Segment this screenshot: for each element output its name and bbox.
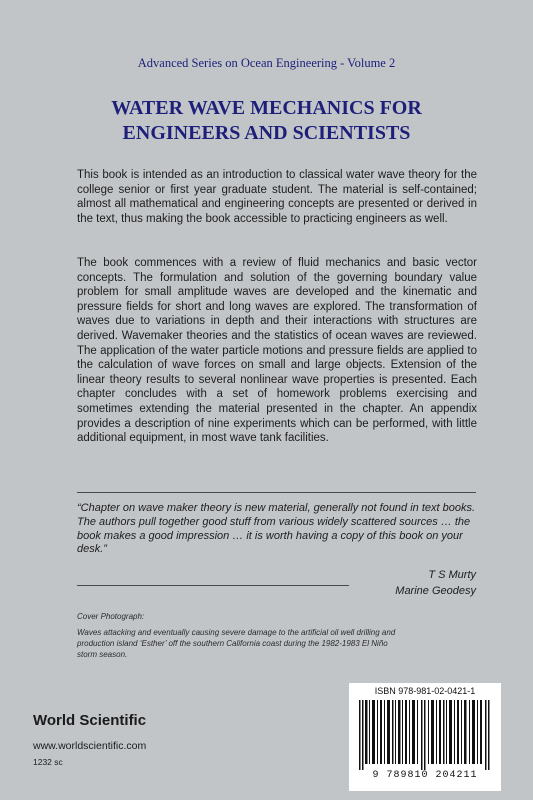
description-paragraph-1: This book is intended as an introduction to classical water wave theory for the college senior or first year graduate student. The material is self-contained; almost all mathematical and engineering concepts are presented or derived in the text, thus making the book accessible to practicing engineers as well. [77, 169, 477, 225]
series-name: Advanced Series on Ocean Engineering - Volume 2 [137, 56, 396, 70]
description-paragraph-2: The book commences with a review of fluid mechanics and basic vector concepts. The formulation and solution of the governing boundary value problem for small amplitude waves are developed and the kinematic and pressure fields for short and long waves are explored. The transformation of waves due to variations in depth and their interactions with structures are derived. Wavemaker theories and the statistics of ocean waves are reviewed. The application of the water particle motions and pressure fields are applied to the calculation of wave forces on small and large objects. Extension of the linear theory results to several nonlinear wave properties is presented. Each chapter concludes with a set of homework problems exercising and sometimes extending the material presented in the chapter. An appendix provides a description of nine experiments which can be performed, with little additional equipment, in most wave tank facilities. [77, 257, 477, 445]
publisher-url: www.worldscientific.com [33, 740, 147, 752]
caption-text: Waves attacking and eventually causing severe damage to the artificial oil well drilling and production island ‘Esther’ off the southern California coast during the 1982-1983 El Niño storm season. [77, 628, 396, 659]
title-line-2: ENGINEERS AND SCIENTISTS [122, 122, 411, 144]
barcode-digits: 9 789810 204211 [372, 770, 478, 781]
isbn-number: ISBN 978-981-02-0421-1 [374, 686, 476, 696]
quote-source: Marine Geodesy [395, 585, 476, 597]
quote-author: T S Murty [428, 569, 476, 581]
catalog-code: 1232 sc [33, 757, 63, 767]
divider-bottom [77, 585, 349, 586]
book-title [40, 96, 493, 146]
divider-top [77, 492, 476, 493]
isbn-barcode [349, 683, 501, 791]
caption-heading: Cover Photograph: [77, 612, 145, 621]
barcode-icon [359, 700, 491, 770]
title-line-1: WATER WAVE MECHANICS FOR [111, 97, 422, 119]
publisher-logo: World Scientific [33, 712, 147, 729]
review-quote: “Chapter on wave maker theory is new material, generally not found in text books. The authors pull together good stuff from various widely scattered sources … the book makes a good impression … it is worth having a copy of this book on your desk.” [77, 502, 476, 556]
